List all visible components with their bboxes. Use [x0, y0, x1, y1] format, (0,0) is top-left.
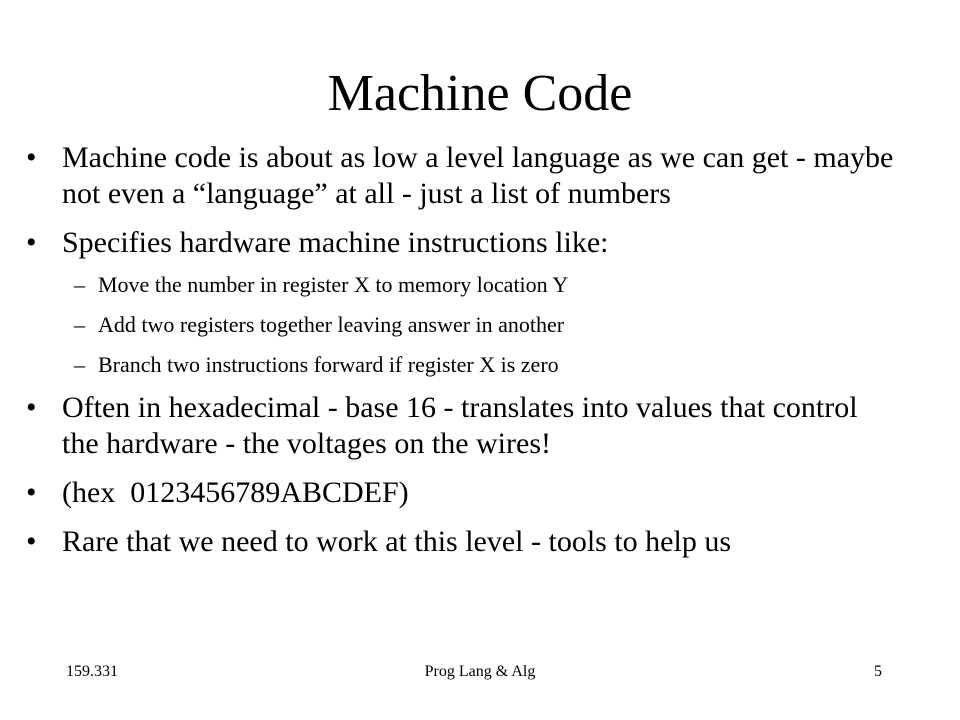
- sub-bullet-item: [0, 311, 960, 338]
- bullet-text: Rare that we need to work at this level - tools to help us: [62, 525, 732, 558]
- bullet-item: [0, 475, 960, 511]
- footer-subject: Prog Lang & Alg: [424, 663, 536, 680]
- bullet-marker: •: [26, 391, 37, 424]
- sub-bullet-marker: –: [74, 272, 85, 297]
- bullet-item: [0, 225, 960, 261]
- bullet-item: [0, 390, 960, 462]
- sub-bullet-text: Add two registers together leaving answer in another: [98, 312, 565, 337]
- sub-bullet-text: Move the number in register X to memory location Y: [98, 272, 569, 297]
- bullet-marker: •: [26, 141, 37, 174]
- bullet-marker: •: [26, 476, 37, 509]
- bullet-item: [0, 524, 960, 560]
- bullet-text: Machine code is about as low a level language as we can get - maybe not even a “language” at all - just a list of numbers: [62, 141, 894, 210]
- sub-bullet-text: Branch two instructions forward if register X is zero: [98, 352, 559, 377]
- bullet-text: Specifies hardware machine instructions like:: [62, 226, 609, 259]
- sub-bullet-item: [0, 271, 960, 298]
- footer-page-number: 5: [874, 663, 882, 680]
- bullet-item: [0, 140, 960, 212]
- bullet-text: (hex 0123456789ABCDEF): [62, 476, 409, 509]
- sub-bullet-marker: –: [74, 352, 85, 377]
- bullet-marker: •: [26, 525, 37, 558]
- bullet-marker: •: [26, 226, 37, 259]
- sub-bullet-item: [0, 351, 960, 378]
- slide-title: Machine Code: [327, 65, 633, 122]
- footer-course-code: 159.331: [66, 663, 118, 680]
- sub-bullet-marker: –: [74, 312, 85, 337]
- bullet-text: Often in hexadecimal - base 16 - translates into values that control the hardware - the voltages on the wires!: [62, 391, 858, 460]
- bullet-list: [0, 140, 960, 560]
